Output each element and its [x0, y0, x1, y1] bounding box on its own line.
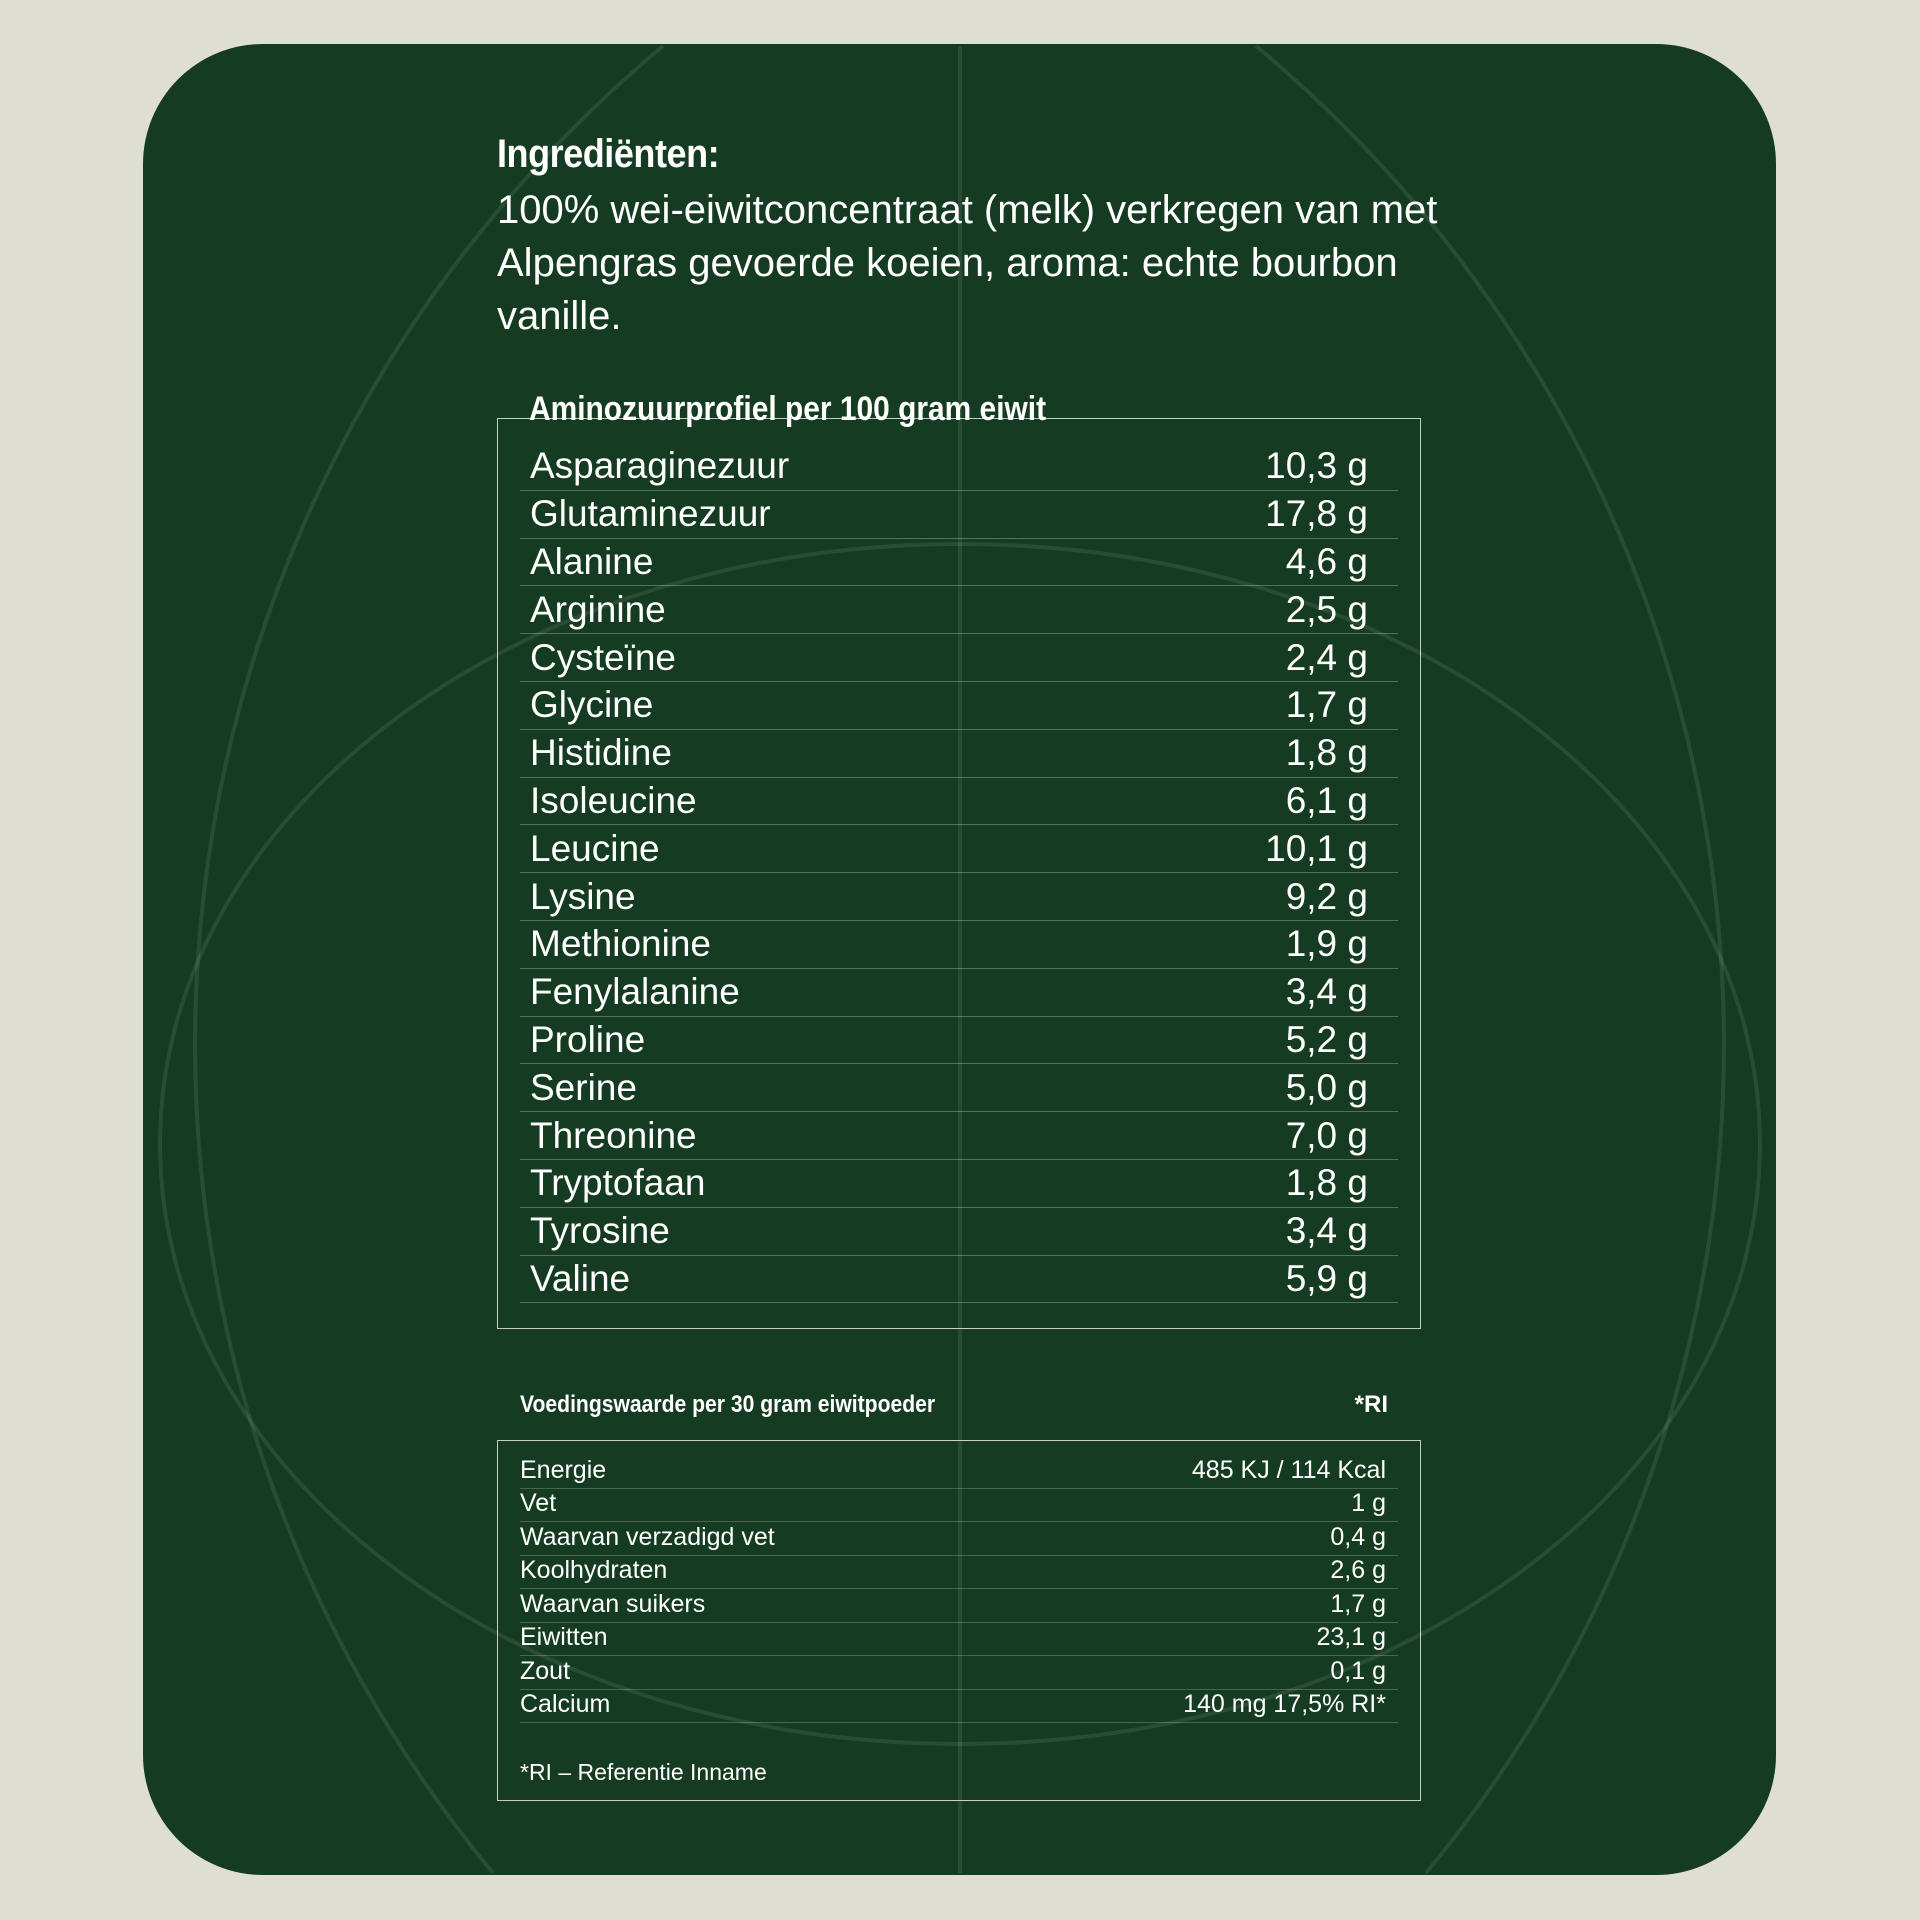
row-label: Fenylalanine	[530, 971, 740, 1013]
row-label: Tyrosine	[530, 1210, 670, 1252]
table-row	[520, 1208, 1398, 1256]
table-row	[520, 539, 1398, 587]
table-row	[520, 1017, 1398, 1065]
row-label: Waarvan suikers	[520, 1589, 706, 1618]
row-value: 485 KJ / 114 Kcal	[1191, 1455, 1386, 1484]
row-label: Isoleucine	[530, 779, 697, 821]
row-value: 0,4 g	[1330, 1522, 1386, 1551]
table-row	[520, 778, 1398, 826]
table-row	[520, 1522, 1398, 1556]
row-value: 6,1 g	[1285, 779, 1368, 821]
table-row	[520, 1556, 1398, 1590]
table-row	[520, 730, 1398, 778]
table-row	[520, 1112, 1398, 1160]
row-value: 3,4 g	[1285, 1210, 1368, 1252]
table-row	[520, 1489, 1398, 1523]
table-row	[520, 1589, 1398, 1623]
table-row	[520, 1690, 1398, 1724]
table-row	[520, 825, 1398, 873]
row-label: Cysteïne	[530, 636, 677, 678]
row-value: 140 mg 17,5% RI*	[1183, 1690, 1386, 1718]
table-row	[520, 1160, 1398, 1208]
row-label: Leucine	[530, 827, 660, 869]
nutrition-title: Voedingswaarde per 30 gram eiwitpoeder	[520, 1391, 936, 1418]
row-value: 2,5 g	[1285, 588, 1368, 630]
row-label: Valine	[530, 1257, 631, 1299]
row-label: Koolhydraten	[520, 1556, 668, 1584]
row-value: 1,9 g	[1285, 923, 1368, 965]
row-value: 2,4 g	[1285, 636, 1368, 678]
row-value: 5,2 g	[1285, 1018, 1368, 1060]
row-label: Lysine	[530, 875, 636, 917]
table-row	[520, 921, 1398, 969]
row-value: 7,0 g	[1285, 1114, 1368, 1156]
row-value: 1,8 g	[1285, 732, 1368, 774]
table-row	[520, 1455, 1398, 1489]
row-value: 10,3 g	[1265, 445, 1368, 487]
nutrition-table	[497, 1440, 1421, 1801]
row-value: 1,8 g	[1285, 1162, 1368, 1204]
row-label: Glutaminezuur	[530, 493, 771, 535]
table-row	[520, 443, 1398, 491]
row-label: Tryptofaan	[530, 1162, 706, 1204]
table-row	[520, 1656, 1398, 1690]
row-value: 23,1 g	[1316, 1623, 1386, 1651]
table-row	[520, 634, 1398, 682]
row-value: 17,8 g	[1265, 493, 1368, 535]
row-value: 4,6 g	[1285, 540, 1368, 582]
row-label: Eiwitten	[520, 1623, 608, 1651]
row-label: Serine	[530, 1066, 637, 1108]
row-label: Calcium	[520, 1690, 611, 1718]
row-label: Waarvan verzadigd vet	[520, 1522, 775, 1551]
ri-footnote: *RI – Referentie Inname	[520, 1759, 767, 1785]
row-label: Histidine	[530, 732, 672, 774]
table-row	[520, 491, 1398, 539]
table-row	[520, 969, 1398, 1017]
row-value: 9,2 g	[1285, 875, 1368, 917]
row-value: 1,7 g	[1285, 684, 1368, 726]
table-row	[520, 873, 1398, 921]
row-value: 1,7 g	[1330, 1589, 1386, 1618]
row-label: Zout	[520, 1656, 571, 1685]
table-row	[520, 682, 1398, 730]
row-label: Methionine	[530, 923, 712, 965]
table-row	[520, 586, 1398, 634]
table-row	[520, 1256, 1398, 1304]
row-label: Alanine	[530, 540, 654, 582]
row-label: Glycine	[530, 684, 654, 726]
row-value: 2,6 g	[1330, 1556, 1386, 1584]
row-label: Asparaginezuur	[530, 445, 790, 487]
ri-label: *RI	[1354, 1391, 1388, 1418]
table-row	[520, 1064, 1398, 1112]
table-row	[520, 1623, 1398, 1657]
row-label: Energie	[520, 1455, 607, 1484]
row-value: 5,9 g	[1285, 1257, 1368, 1299]
row-value: 0,1 g	[1330, 1656, 1386, 1685]
ingredients-title: Ingrediënten:	[497, 132, 720, 176]
ingredients-text: 100% wei-eiwitconcentraat (melk) verkregen van met Alpengras gevoerde koeien, aroma: echte bourbon vanille.	[497, 188, 1438, 338]
row-value: 3,4 g	[1285, 971, 1368, 1013]
amino-profile-table	[497, 418, 1421, 1329]
row-label: Arginine	[530, 588, 666, 630]
amino-profile-title: Aminozuurprofiel per 100 gram eiwit	[529, 390, 1047, 428]
row-label: Vet	[520, 1489, 557, 1517]
row-label: Proline	[530, 1018, 646, 1060]
row-value: 1 g	[1351, 1489, 1386, 1517]
row-value: 5,0 g	[1285, 1066, 1368, 1108]
row-label: Threonine	[530, 1114, 697, 1156]
nutrition-label-card	[143, 44, 1776, 1875]
row-value: 10,1 g	[1265, 827, 1368, 869]
